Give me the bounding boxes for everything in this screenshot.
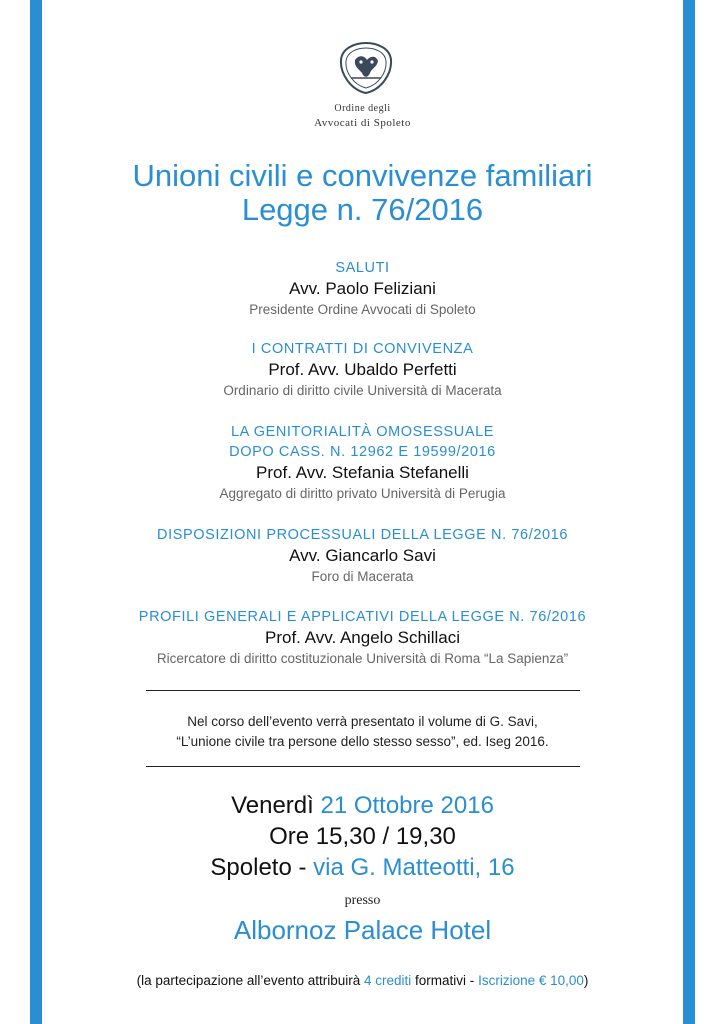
section-topic: DISPOSIZIONI PROCESSUALI DELLA LEGGE N. 76/2016 [157, 527, 568, 543]
event-time: Ore 15,30 / 19,30 [269, 823, 456, 850]
footer-credits: 4 crediti [364, 973, 412, 988]
divider-bottom [146, 766, 580, 767]
title-line-2: Legge n. 76/2016 [241, 192, 484, 227]
section-speaker: Avv. Giancarlo Savi [289, 546, 436, 565]
footer-part-1: (la partecipazione all’evento attribuirà [136, 973, 361, 988]
divider-top [146, 690, 580, 691]
section-speaker: Avv. Paolo Feliziani [289, 279, 436, 298]
venue-name: Albornoz Palace Hotel [233, 915, 492, 945]
left-blue-stripe [30, 0, 42, 1024]
section-role: Aggregato di diritto privato Università di Perugia [219, 486, 506, 501]
footer-part-2: formativi - [415, 973, 475, 988]
event-date [42, 791, 683, 821]
credits-footer [42, 973, 683, 988]
event-city: Spoleto - [210, 854, 307, 881]
event-location [42, 853, 683, 883]
section-genitorialita [42, 422, 683, 503]
crest-icon [337, 40, 395, 96]
section-topic: PROFILI GENERALI E APPLICATIVI DELLA LEGGE N. 76/2016 [138, 609, 587, 625]
event-day: Venerdì [231, 792, 314, 819]
section-speaker: Prof. Avv. Angelo Schillaci [265, 628, 460, 647]
section-role: Presidente Ordine Avvocati di Spoleto [249, 302, 476, 317]
flyer [42, 0, 683, 1024]
note-line-2: “L’unione civile tra persone dello stesso sesso”, ed. Iseg 2016. [176, 734, 549, 749]
section-role: Ordinario di diritto civile Università di Macerata [223, 383, 502, 398]
presso-label: presso [344, 893, 381, 908]
section-role: Foro di Macerata [311, 569, 414, 584]
section-disposizioni [42, 525, 683, 586]
section-topic: I CONTRATTI DI CONVIVENZA [251, 341, 474, 357]
footer-close: ) [583, 973, 589, 988]
title-line-1: Unioni civili e convivenze familiari [132, 158, 593, 193]
event-date-value: 21 Ottobre 2016 [320, 792, 494, 819]
org-line-1: Ordine degli [334, 103, 391, 114]
section-topic: SALUTI [335, 260, 390, 276]
section-topic: DOPO CASS. N. 12962 E 19599/2016 [229, 444, 496, 460]
section-topic: LA GENITORIALITÀ OMOSESSUALE [230, 424, 495, 440]
section-speaker: Prof. Avv. Stefania Stefanelli [256, 463, 469, 482]
note-line-1: Nel corso dell’evento verrà presentato il volume di G. Savi, [187, 714, 538, 729]
section-saluti [42, 258, 683, 319]
org-line-2: Avvocati di Spoleto [314, 117, 411, 129]
section-profili [42, 607, 683, 668]
section-role: Ricercatore di diritto costituzionale Università di Roma “La Sapienza” [156, 651, 569, 666]
footer-fee: Iscrizione € 10,00 [478, 973, 584, 988]
section-speaker: Prof. Avv. Ubaldo Perfetti [268, 360, 457, 379]
event-address: via G. Matteotti, 16 [313, 854, 515, 881]
right-blue-stripe [683, 0, 695, 1024]
section-contratti [42, 339, 683, 400]
